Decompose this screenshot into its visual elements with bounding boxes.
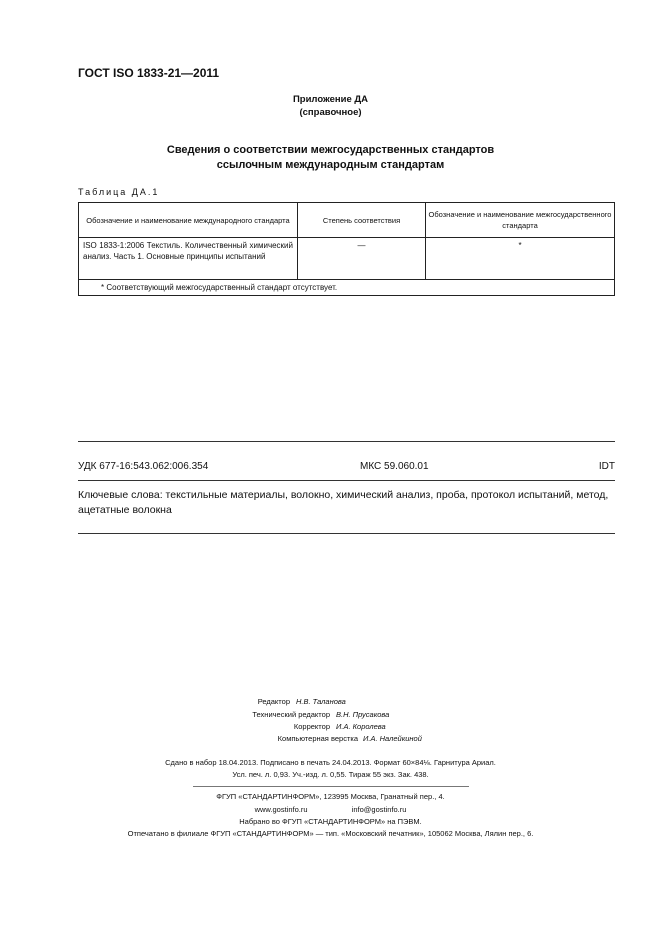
header-interstate-standard: Обозначение и наименование межгосударственного стандарта [426,203,615,238]
cell-international-standard: ISO 1833-1:2006 Текстиль. Количественный химический анализ. Часть 1. Основные принципы испытаний [79,238,298,280]
tech-editor-name: В.Н. Прусакова [336,710,390,719]
layout-label: Компьютерная верстка [277,734,358,743]
publisher-address: ФГУП «СТАНДАРТИНФОРМ», 123995 Москва, Гранатный пер., 4. [216,792,445,801]
print-details-line1: Сдано в набор 18.04.2013. Подписано в печать 24.04.2013. Формат 60×84⅛. Гарнитура Ариал. [165,758,496,767]
idt-code: IDT [598,461,615,472]
divider-middle [78,480,615,481]
imprint-divider [193,786,469,787]
publisher-website[interactable]: www.gostinfo.ru [254,805,308,814]
publisher-contacts [0,805,661,814]
appendix-title: Приложение ДА [292,94,369,105]
section-title-line1: Сведения о соответствии межгосударственных стандартов [166,144,495,156]
table-caption: Таблица ДА.1 [78,187,160,197]
udk-code: УДК 677-16:543.062:006.354 [78,461,209,472]
appendix-subtitle: (справочное) [299,107,362,118]
corrector-name: И.А. Королева [336,722,386,731]
cell-interstate-standard: * [426,238,615,280]
tech-editor-label: Технический редактор [252,710,330,719]
table-row [79,238,615,280]
mks-code: МКС 59.060.01 [360,461,429,472]
print-details-line2: Усл. печ. л. 0,93. Уч.-изд. л. 0,55. Тираж 55 экз. Зак. 438. [232,770,429,779]
corrector-label: Корректор [293,722,330,731]
table-footnote: * Соответствующий межгосударственный стандарт отсутствует. [79,280,615,296]
header-degree-of-correspondence: Степень соответствия [298,203,426,238]
printed-at-note: Отпечатано в филиале ФГУП «СТАНДАРТИНФОРМ» — тип. «Московский печатник», 105062 Москва, Лялин пер., 6. [127,829,534,838]
divider-top [78,441,615,442]
table-footnote-row [79,280,615,296]
correspondence-table [78,202,615,296]
editor-name: Н.В. Таланова [296,697,346,706]
divider-bottom [78,533,615,534]
publisher-email[interactable]: info@gostinfo.ru [351,805,407,814]
header-international-standard: Обозначение и наименование международного стандарта [79,203,298,238]
cell-degree: — [298,238,426,280]
standard-designation: ГОСТ ISO 1833-21—2011 [78,66,220,80]
typeset-note: Набрано во ФГУП «СТАНДАРТИНФОРМ» на ПЭВМ. [239,817,422,826]
section-title-line2: ссылочным международным стандартам [216,159,445,171]
layout-name: И.А. Налейкиной [363,734,422,743]
keywords: Ключевые слова: текстильные материалы, волокно, химический анализ, проба, протокол испытаний, метод, ацетатные волокна [78,489,609,516]
editor-label: Редактор [257,697,290,706]
table-header-row [79,203,615,238]
